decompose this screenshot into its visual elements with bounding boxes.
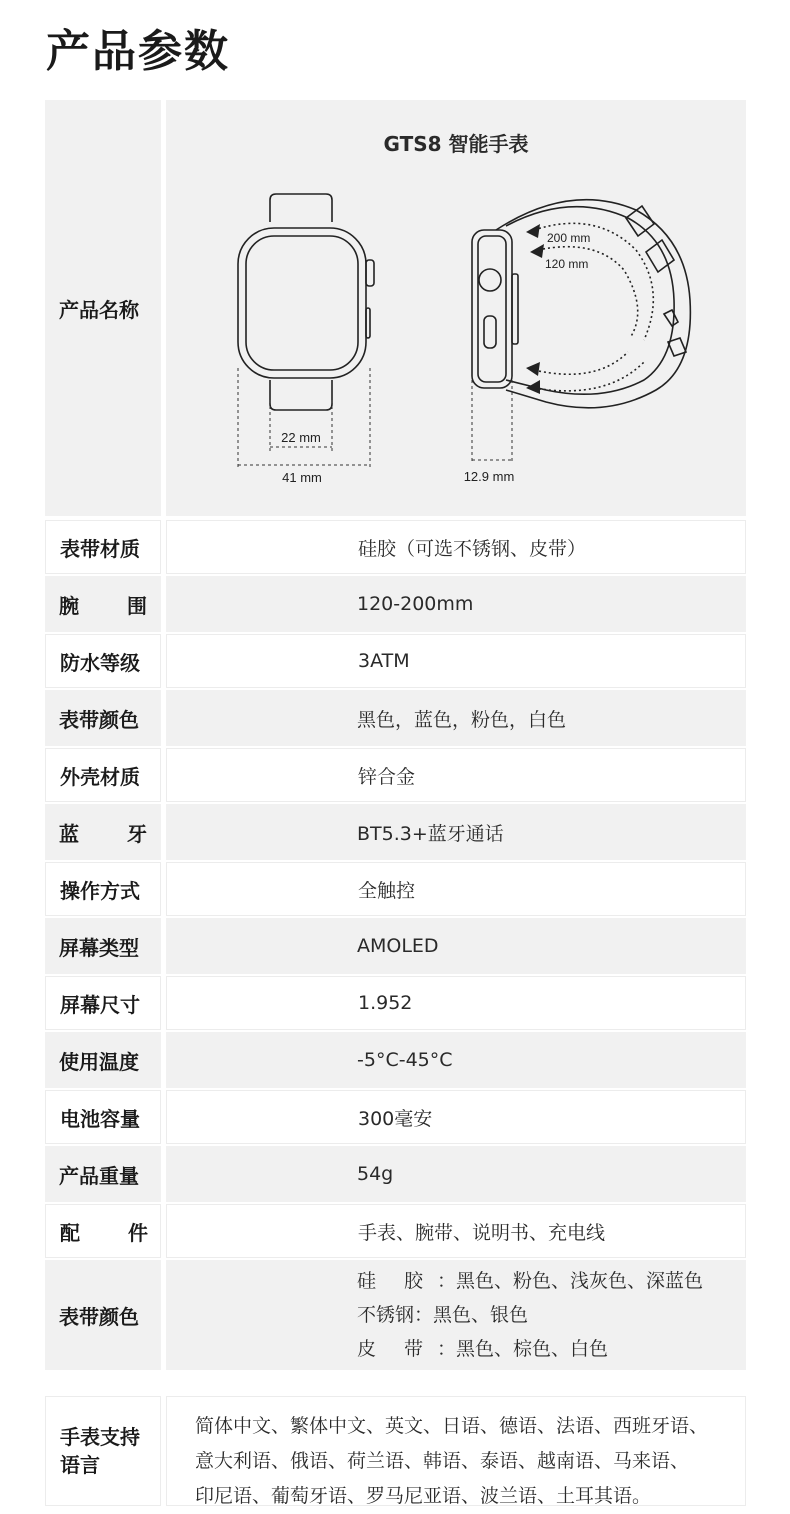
row-label: 外壳材质 [45, 748, 161, 802]
row-value: AMOLED [166, 918, 746, 974]
row-value: 锌合金 [166, 748, 746, 802]
model-name: GTS8 智能手表 [383, 132, 529, 156]
row-value: BT5.3+蓝牙通话 [166, 804, 746, 860]
spec-row [45, 804, 746, 860]
label-line: 手表支持 [60, 1425, 140, 1449]
label-char: 围 [127, 593, 147, 618]
band-line-steel: 不锈钢 ： 黑色、银色 [357, 1304, 529, 1326]
spec-table [45, 100, 746, 1370]
front-dimension-lines [238, 368, 370, 470]
row-value: 3ATM [166, 634, 746, 688]
label-char: 蓝 [59, 821, 79, 846]
band-colors-row [45, 1260, 746, 1370]
row-value: 120-200mm [166, 576, 746, 632]
row-value: 全触控 [166, 862, 746, 916]
label-char: 腕 [59, 593, 79, 618]
wrist-min-label: 120 mm [545, 257, 589, 271]
row-label: 屏幕类型 [45, 918, 161, 974]
band-line-silicone: 硅 胶 ： 黑色、粉色、浅灰色、深蓝色 [357, 1270, 704, 1292]
row-value: -5°C-45°C [166, 1032, 746, 1088]
arrowheads [526, 224, 544, 394]
label-char: 牙 [127, 821, 147, 846]
languages-row [45, 1396, 746, 1506]
spec-row [45, 1146, 746, 1202]
row-value: 手表、腕带、说明书、充电线 [166, 1204, 746, 1258]
languages-value [166, 1396, 746, 1506]
spec-row [45, 576, 746, 632]
label-char: 件 [128, 1220, 148, 1245]
row-label: 屏幕尺寸 [45, 976, 161, 1030]
band-colors-value [166, 1260, 746, 1370]
product-illustration-cell [166, 100, 746, 516]
row-label: 表带材质 [45, 520, 161, 574]
row-value: 硅胶（可选不锈钢、皮带） [166, 520, 746, 574]
spec-row [45, 862, 746, 916]
case-width-label: 41 mm [282, 470, 322, 485]
watch-front-view [238, 194, 374, 410]
label-line: 语言 [60, 1453, 100, 1477]
row-label: 操作方式 [45, 862, 161, 916]
wrist-range-arcs [534, 223, 653, 391]
wrist-max-label: 200 mm [547, 231, 591, 245]
row-label: 产品名称 [45, 100, 161, 516]
row-value: 54g [166, 1146, 746, 1202]
row-label-spread [60, 1217, 148, 1246]
spec-row [45, 1204, 746, 1258]
page-title: 产品参数 [46, 26, 230, 77]
band-width-label: 22 mm [281, 430, 321, 445]
product-name-row [45, 100, 746, 516]
language-line: 印尼语、葡萄牙语、罗马尼亚语、波兰语、土耳其语。 [195, 1485, 652, 1507]
row-label: 产品重量 [45, 1146, 161, 1202]
spec-row [45, 520, 746, 574]
row-value: 1.952 [166, 976, 746, 1030]
row-label-spread [59, 818, 147, 847]
thickness-label: 12.9 mm [463, 469, 515, 484]
row-label: 表带颜色 [45, 1260, 161, 1370]
thickness-dimension-lines [472, 380, 512, 464]
row-label [45, 1204, 161, 1258]
language-line: 意大利语、俄语、荷兰语、韩语、泰语、越南语、马来语、 [195, 1450, 690, 1472]
language-table [45, 1396, 746, 1506]
spec-row [45, 1090, 746, 1144]
row-label [45, 576, 161, 632]
row-label: 使用温度 [45, 1032, 161, 1088]
spec-row [45, 748, 746, 802]
row-value: 300毫安 [166, 1090, 746, 1144]
spec-row [45, 976, 746, 1030]
label-char: 配 [60, 1220, 80, 1245]
spec-row [45, 690, 746, 746]
row-label: 防水等级 [45, 634, 161, 688]
band-line-leather: 皮 带 ： 黑色、棕色、白色 [357, 1338, 609, 1360]
language-line: 简体中文、繁体中文、英文、日语、德语、法语、西班牙语、 [195, 1415, 709, 1437]
watch-diagram [166, 100, 746, 516]
spec-row [45, 1032, 746, 1088]
row-label: 表带颜色 [45, 690, 161, 746]
row-label: 电池容量 [45, 1090, 161, 1144]
spec-row [45, 918, 746, 974]
row-value: 黑色，蓝色，粉色，白色 [166, 690, 746, 746]
row-label [45, 804, 161, 860]
row-label [45, 1396, 161, 1506]
spec-row [45, 634, 746, 688]
row-label-spread [59, 590, 147, 619]
